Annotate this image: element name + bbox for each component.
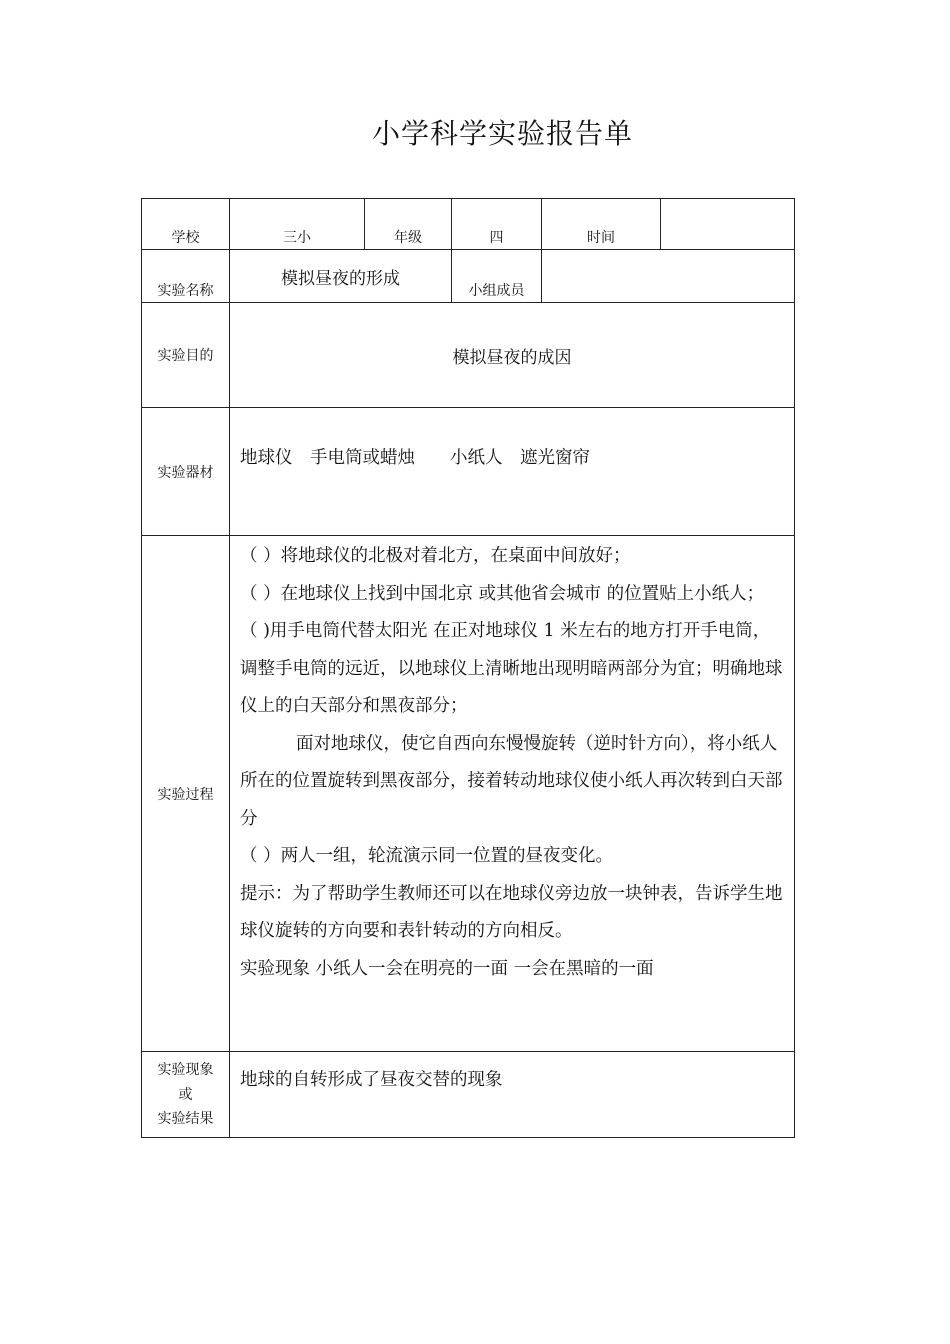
header-row — [142, 199, 795, 250]
result-label-line-3: 实验结果 — [157, 1111, 214, 1127]
process-step-3: （ )用手电筒代替太阳光 在正对地球仪 1 米左右的地方打开手电筒，调整手电筒的远近，以地球仪上清晰地出现明暗两部分为宜；明确地球仪上的白天部分和黑夜部分； — [240, 621, 783, 716]
process-step-2: （ ）在地球仪上找到中国北京 或其他省会城市 的位置贴上小纸人； — [240, 583, 765, 604]
materials-value[interactable]: 地球仪 手电筒或蜡烛 小纸人 遮光窗帘 — [230, 408, 795, 536]
name-row — [142, 250, 795, 303]
purpose-label: 实验目的 — [142, 303, 230, 408]
page-title: 小学科学实验报告单 — [371, 117, 633, 150]
result-label-line-1: 实验现象 — [157, 1062, 214, 1078]
materials-row — [142, 408, 795, 536]
time-label: 时间 — [542, 199, 661, 250]
process-step-1: （ ）将地球仪的北极对着北方，在桌面中间放好； — [240, 546, 631, 566]
grade-value[interactable]: 四 — [452, 199, 542, 250]
purpose-row — [142, 303, 795, 408]
purpose-value[interactable]: 模拟昼夜的成因 — [230, 303, 795, 408]
members-label: 小组成员 — [452, 250, 542, 303]
result-value[interactable]: 地球的自转形成了昼夜交替的现象 — [230, 1052, 795, 1138]
process-step-5: （ ）两人一组，轮流演示同一位置的昼夜变化。 — [240, 846, 614, 866]
school-value[interactable]: 三小 — [230, 199, 365, 250]
result-label-line-2: 或 — [178, 1086, 193, 1103]
process-step-4: 面对地球仪，使它自西向东慢慢旋转（逆时针方向），将小纸人所在的位置旋转到黑夜部分，接着转动地球仪使小纸人再次转到白天部分 — [240, 733, 783, 829]
result-label — [142, 1052, 230, 1138]
process-content[interactable] — [230, 536, 795, 1052]
time-value[interactable] — [661, 199, 795, 250]
materials-label: 实验器材 — [142, 408, 230, 536]
experiment-name-label: 实验名称 — [142, 250, 230, 303]
experiment-name-value[interactable]: 模拟昼夜的形成 — [230, 250, 452, 303]
grade-label: 年级 — [365, 199, 452, 250]
process-row — [142, 536, 795, 1052]
process-tip: 提示：为了帮助学生教师还可以在地球仪旁边放一块钟表，告诉学生地球仪旋转的方向要和表针转动的方向相反。 — [240, 883, 783, 941]
process-label: 实验过程 — [142, 536, 230, 1052]
members-value[interactable] — [542, 250, 795, 303]
school-label: 学校 — [142, 199, 230, 250]
result-row — [142, 1052, 795, 1138]
report-table — [141, 198, 795, 1138]
process-phenomenon: 实验现象 小纸人一会在明亮的一面 一会在黑暗的一面 — [240, 958, 654, 979]
